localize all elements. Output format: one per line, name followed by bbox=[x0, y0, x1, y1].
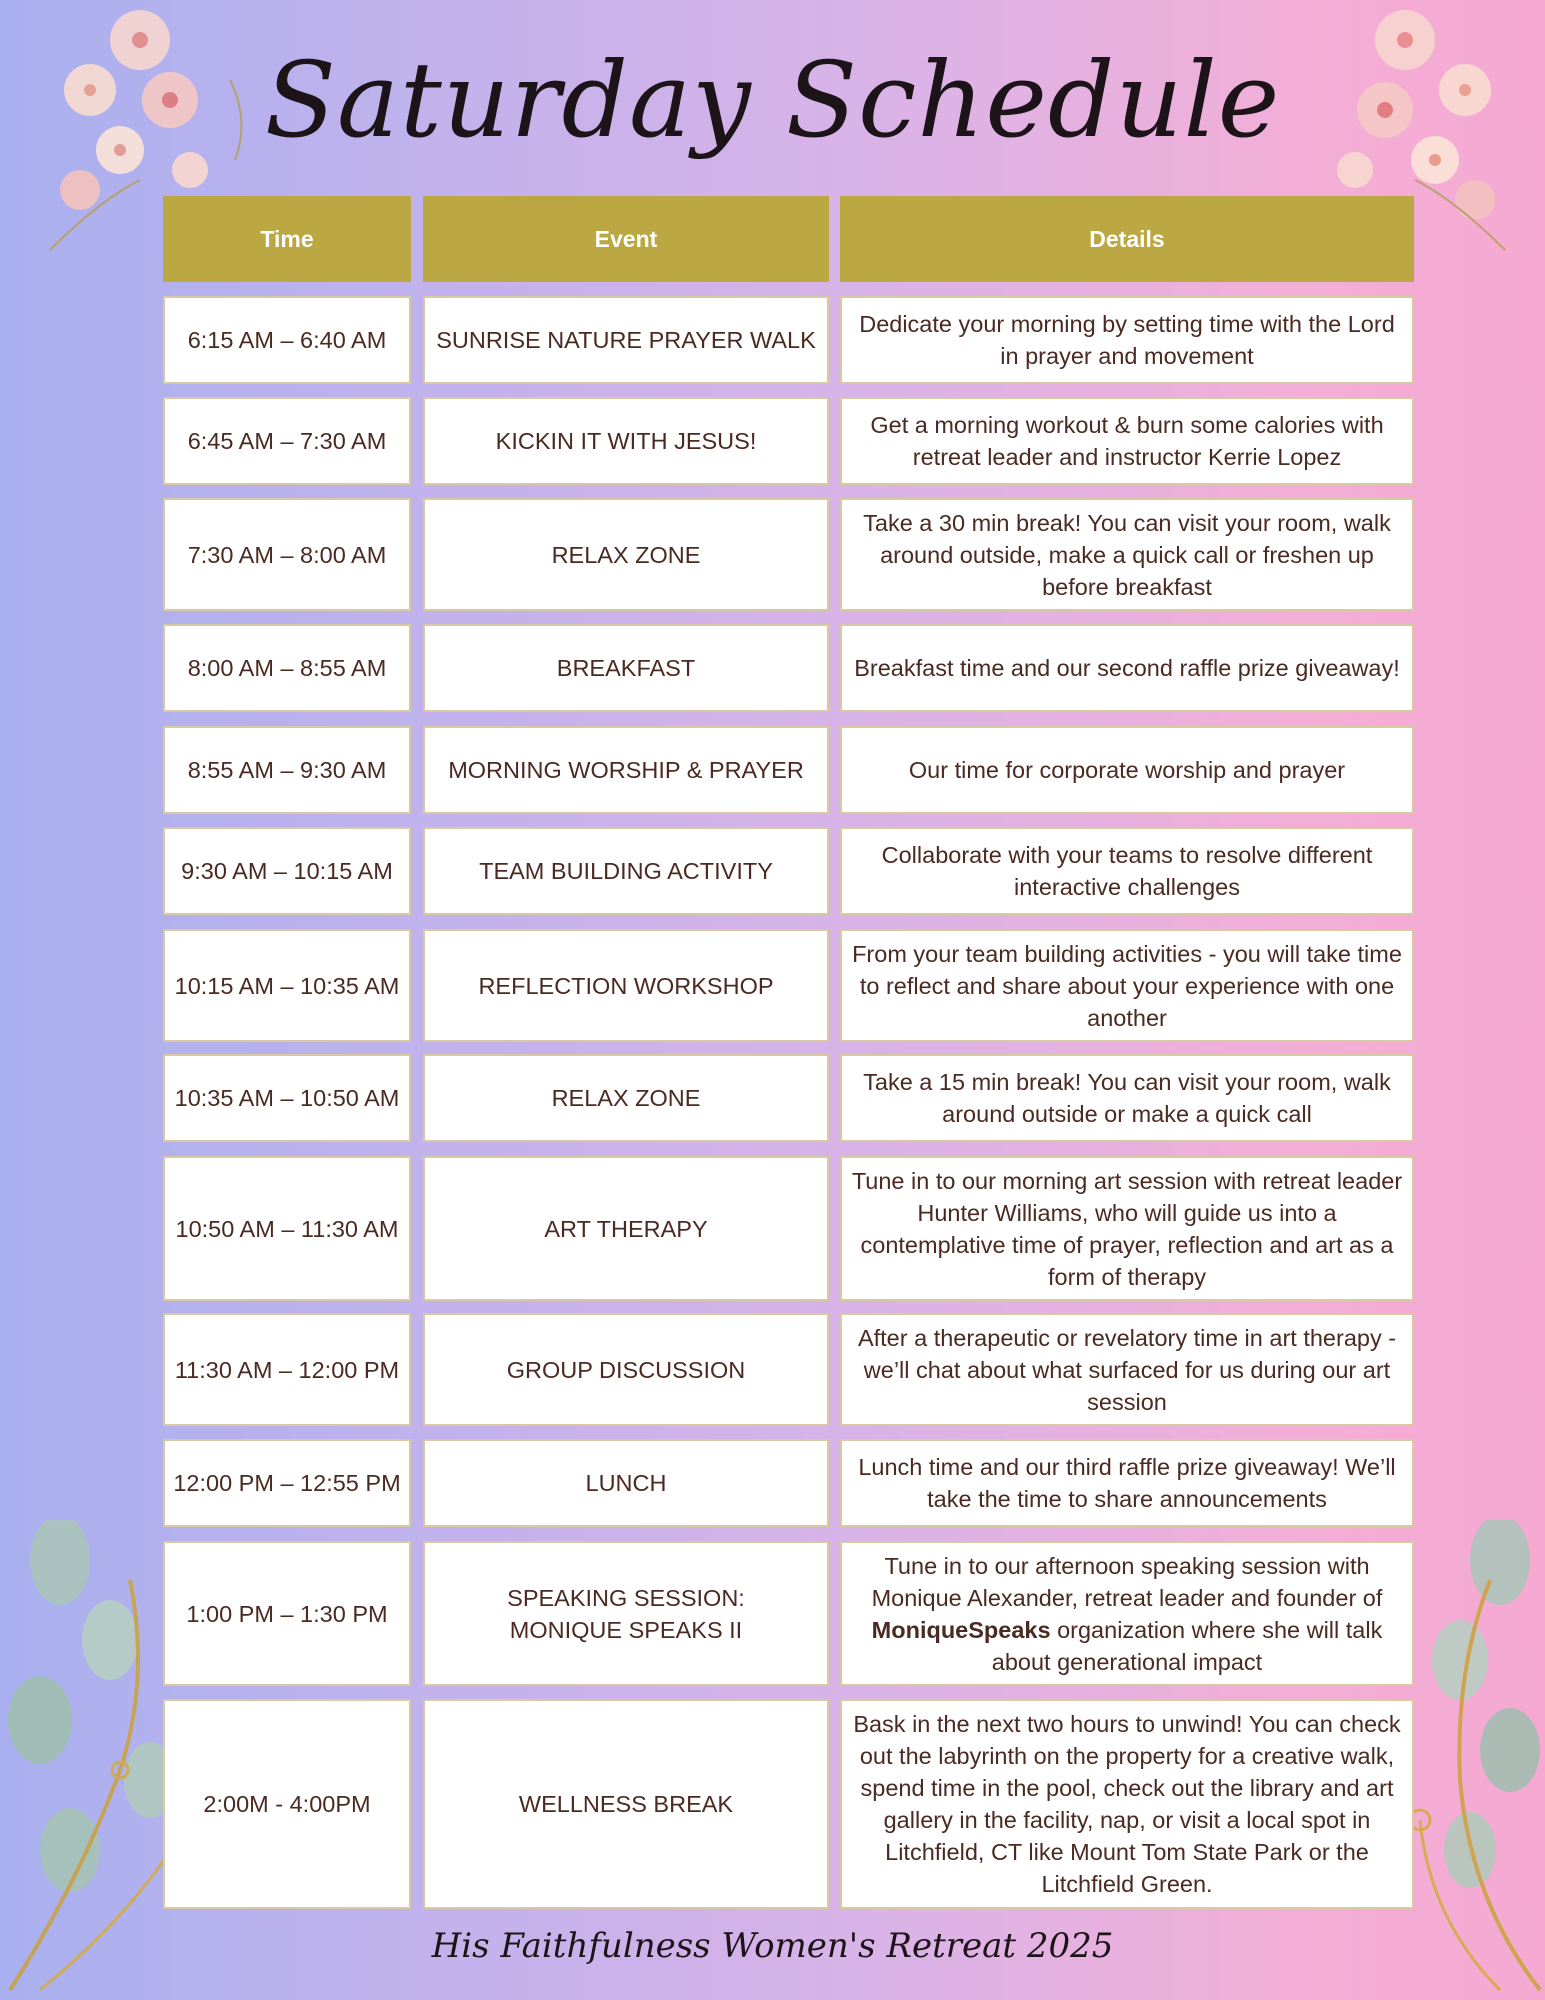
row-details: Lunch time and our third raffle prize giveaway! We’ll take the time to share announcements bbox=[840, 1439, 1414, 1527]
row-event: RELAX ZONE bbox=[423, 498, 829, 611]
row-event: LUNCH bbox=[423, 1439, 829, 1527]
row-event: BREAKFAST bbox=[423, 624, 829, 712]
header-details: Details bbox=[840, 196, 1414, 282]
row-time: 12:00 PM – 12:55 PM bbox=[163, 1439, 411, 1527]
row-details: Collaborate with your teams to resolve different interactive challenges bbox=[840, 827, 1414, 915]
details-text-before: Tune in to our afternoon speaking session with Monique Alexander, retreat leader and founder of MoniqueSpeaks organization where she will talk about generational impact bbox=[871, 1552, 1383, 1675]
row-time: 6:45 AM – 7:30 AM bbox=[163, 397, 411, 485]
footer-retreat-name: His Faithfulness Women's Retreat 2025 bbox=[431, 1926, 1114, 1966]
row-event: RELAX ZONE bbox=[423, 1054, 829, 1142]
row-time: 11:30 AM – 12:00 PM bbox=[163, 1313, 411, 1426]
row-event: GROUP DISCUSSION bbox=[423, 1313, 829, 1426]
row-event: ART THERAPY bbox=[423, 1156, 829, 1301]
row-event: MORNING WORSHIP & PRAYER bbox=[423, 726, 829, 814]
row-time: 9:30 AM – 10:15 AM bbox=[163, 827, 411, 915]
row-details: From your team building activities - you will take time to reflect and share about your experience with one another bbox=[840, 929, 1414, 1042]
row-event: TEAM BUILDING ACTIVITY bbox=[423, 827, 829, 915]
row-event: SPEAKING SESSION: MONIQUE SPEAKS II bbox=[423, 1541, 829, 1686]
row-details: Get a morning workout & burn some calories with retreat leader and instructor Kerrie Lopez bbox=[840, 397, 1414, 485]
row-details: Tune in to our morning art session with retreat leader Hunter Williams, who will guide us into a contemplative time of prayer, reflection and art as a form of therapy bbox=[840, 1156, 1414, 1301]
row-details bbox=[840, 1541, 1414, 1686]
row-time: 6:15 AM – 6:40 AM bbox=[163, 296, 411, 384]
row-details: Bask in the next two hours to unwind! You can check out the labyrinth on the property for a creative walk, spend time in the pool, check out the library and art gallery in the facility, nap, or visit a local spot in Litchfield, CT like Mount Tom State Park or the Litchfield Green. bbox=[840, 1699, 1414, 1909]
row-event: KICKIN IT WITH JESUS! bbox=[423, 397, 829, 485]
organization-name: MoniqueSpeaks bbox=[871, 1616, 1051, 1643]
row-event: REFLECTION WORKSHOP bbox=[423, 929, 829, 1042]
row-details: Breakfast time and our second raffle prize giveaway! bbox=[840, 624, 1414, 712]
row-time: 2:00M - 4:00PM bbox=[163, 1699, 411, 1909]
row-event: SUNRISE NATURE PRAYER WALK bbox=[423, 296, 829, 384]
row-time: 7:30 AM – 8:00 AM bbox=[163, 498, 411, 611]
row-time: 8:55 AM – 9:30 AM bbox=[163, 726, 411, 814]
row-time: 10:35 AM – 10:50 AM bbox=[163, 1054, 411, 1142]
row-details: After a therapeutic or revelatory time in art therapy - we’ll chat about what surfaced for us during our art session bbox=[840, 1313, 1414, 1426]
header-event: Event bbox=[423, 196, 829, 282]
row-details: Our time for corporate worship and prayer bbox=[840, 726, 1414, 814]
row-details: Dedicate your morning by setting time with the Lord in prayer and movement bbox=[840, 296, 1414, 384]
row-details: Take a 30 min break! You can visit your room, walk around outside, make a quick call or freshen up before breakfast bbox=[840, 498, 1414, 611]
row-event: WELLNESS BREAK bbox=[423, 1699, 829, 1909]
row-time: 8:00 AM – 8:55 AM bbox=[163, 624, 411, 712]
header-time: Time bbox=[163, 196, 411, 282]
page-title: Saturday Schedule bbox=[264, 39, 1281, 161]
row-time: 10:15 AM – 10:35 AM bbox=[163, 929, 411, 1042]
row-details: Take a 15 min break! You can visit your room, walk around outside or make a quick call bbox=[840, 1054, 1414, 1142]
row-time: 1:00 PM – 1:30 PM bbox=[163, 1541, 411, 1686]
row-time: 10:50 AM – 11:30 AM bbox=[163, 1156, 411, 1301]
